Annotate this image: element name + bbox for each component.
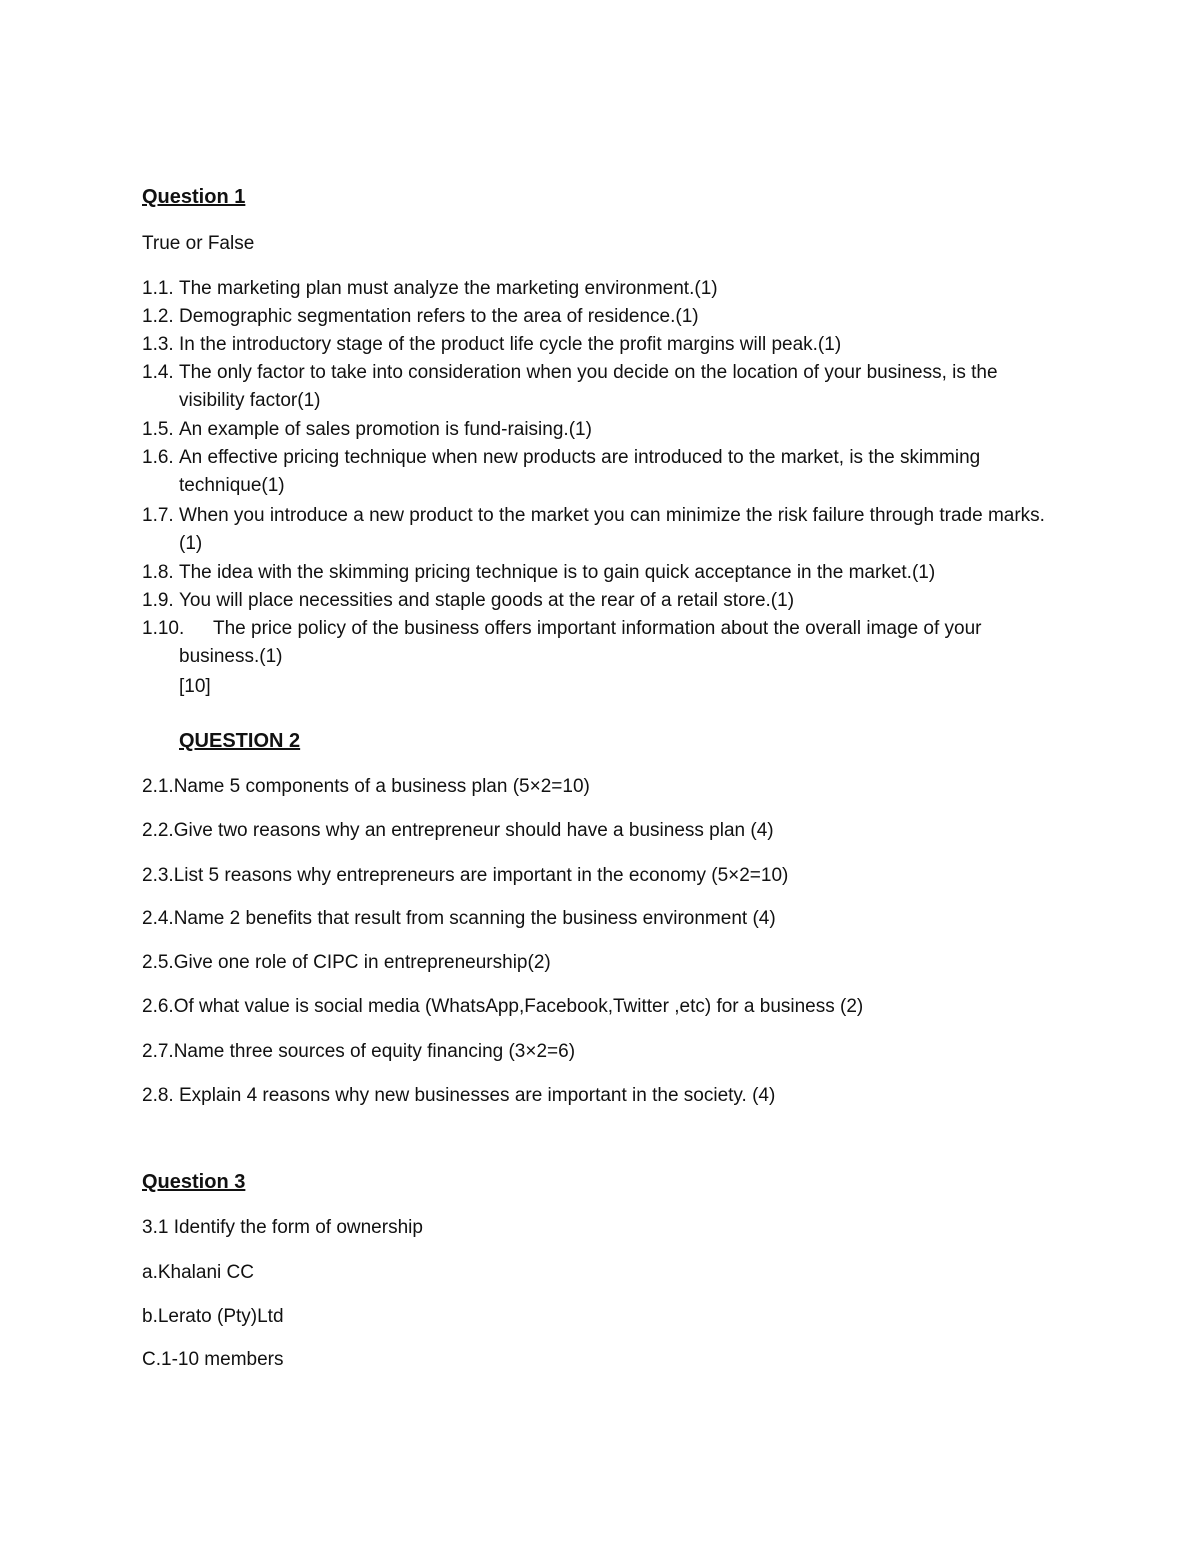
item-text: The price policy of the business offers important information about the overall image of your business.(1) [179, 618, 982, 667]
item-text: The marketing plan must analyze the marketing environment.(1) [179, 278, 718, 299]
item-number: 1.10. [142, 618, 185, 639]
question-2-item: 2.5.Give one role of CIPC in entrepreneurship(2) [142, 952, 551, 973]
question-2-item: 2.8. Explain 4 reasons why new businesses are important in the society. (4) [142, 1085, 776, 1106]
question-1-total: [10] [179, 676, 211, 697]
question-1-item [142, 615, 1062, 671]
question-3-item: 3.1 Identify the form of ownership [142, 1217, 423, 1238]
item-text: The only factor to take into consideration when you decide on the location of your business, is the visibility factor(1) [179, 362, 998, 411]
item-text: In the introductory stage of the product life cycle the profit margins will peak.(1) [179, 334, 842, 355]
question-3-heading: Question 3 [142, 1171, 246, 1193]
item-number: 1.6. [142, 447, 174, 468]
question-3-item: b.Lerato (Pty)Ltd [142, 1306, 284, 1327]
item-number: 1.2. [142, 306, 174, 327]
question-1-item [142, 275, 1062, 303]
question-2-item: 2.3.List 5 reasons why entrepreneurs are important in the economy (5×2=10) [142, 865, 789, 886]
item-number: 1.4. [142, 362, 174, 383]
question-2-item: 2.4.Name 2 benefits that result from scanning the business environment (4) [142, 908, 776, 929]
item-text: Demographic segmentation refers to the area of residence.(1) [179, 306, 699, 327]
item-number: 1.9. [142, 590, 174, 611]
question-1-item [142, 502, 1062, 558]
item-text: When you introduce a new product to the market you can minimize the risk failure through trade marks.(1) [179, 505, 1045, 554]
item-text: The idea with the skimming pricing technique is to gain quick acceptance in the market.(1) [179, 562, 936, 583]
question-2-item: 2.1.Name 5 components of a business plan (5×2=10) [142, 776, 590, 797]
item-number: 1.5. [142, 419, 174, 440]
item-text: An effective pricing technique when new products are introduced to the market, is the skimming technique(1) [179, 447, 981, 496]
question-1-item [142, 416, 1062, 444]
question-1-item [142, 359, 1062, 415]
question-1-item [142, 559, 1062, 587]
item-text: You will place necessities and staple goods at the rear of a retail store.(1) [179, 590, 795, 611]
item-number: 1.7. [142, 505, 174, 526]
question-3-item: a.Khalani CC [142, 1262, 254, 1283]
question-3-item: C.1-10 members [142, 1349, 284, 1370]
item-text: An example of sales promotion is fund-raising.(1) [179, 419, 592, 440]
question-2-item: 2.6.Of what value is social media (WhatsApp,Facebook,Twitter ,etc) for a business (2) [142, 996, 864, 1017]
question-1-heading: Question 1 [142, 186, 246, 208]
question-1-item [142, 587, 1062, 615]
item-number: 1.3. [142, 334, 174, 355]
item-number: 1.1. [142, 278, 174, 299]
question-1-item [142, 331, 1062, 359]
question-1-item [142, 444, 1062, 500]
item-number: 1.8. [142, 562, 174, 583]
question-2-item: 2.2.Give two reasons why an entrepreneur should have a business plan (4) [142, 820, 774, 841]
question-2-item: 2.7.Name three sources of equity financing (3×2=6) [142, 1041, 576, 1062]
question-2-heading: QUESTION 2 [179, 730, 301, 752]
question-1-item [142, 303, 1062, 331]
question-1-instruction: True or False [142, 233, 255, 254]
